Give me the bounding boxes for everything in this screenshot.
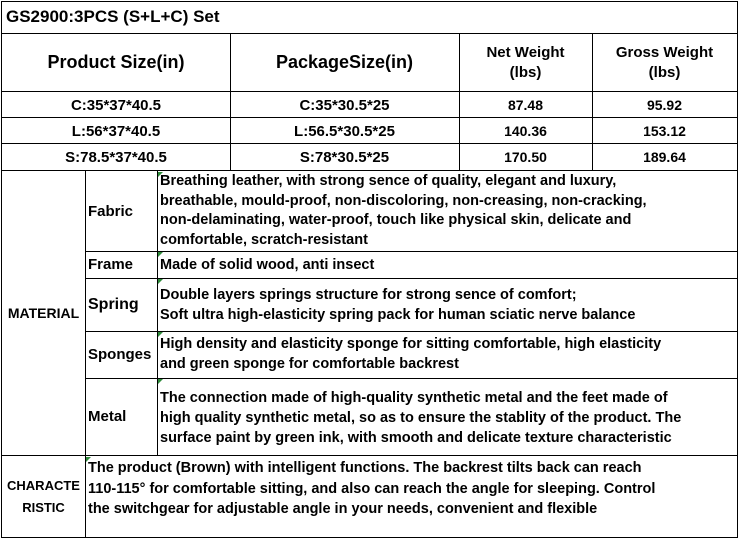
sponges-line-2: and green sponge for comfortable backrest	[160, 355, 459, 372]
cell-marker-characteristic	[86, 457, 91, 462]
row-l-gross: 153.12	[643, 123, 686, 139]
material-name-sponges: Sponges	[88, 346, 152, 363]
grid-line	[86, 278, 738, 279]
grid-line	[1, 455, 738, 456]
row-s-package: S:78*30.5*25	[299, 148, 390, 166]
grid-line	[157, 170, 158, 456]
cell-marker-sponges	[158, 332, 163, 337]
header-net-weight	[459, 34, 592, 91]
grid-line	[459, 33, 460, 171]
characteristic-label	[2, 456, 85, 538]
header-net-weight-line1: Net Weight	[486, 43, 565, 61]
spring-line-2: Soft ultra high-elasticity spring pack for human sciatic nerve balance	[160, 307, 636, 323]
material-label: MATERIAL	[7, 305, 80, 321]
metal-line-3: surface paint by green ink, with smooth and delicate texture characteristic	[160, 430, 672, 446]
grid-line	[1, 117, 738, 118]
header-gross-weight-line1: Gross Weight	[615, 43, 714, 61]
cell-marker-frame	[158, 252, 163, 257]
material-desc-metal	[160, 388, 737, 455]
grid-line	[86, 251, 738, 252]
row-l-product: L:56*37*40.5	[71, 122, 161, 140]
row-s-product: S:78.5*37*40.5	[65, 148, 167, 166]
header-net-weight-line2: (lbs)	[509, 63, 542, 81]
fabric-line-3: non-delaminating, water-proof, touch like physical skin, delicate and	[160, 212, 632, 228]
grid-line	[1, 1, 2, 538]
row-s-gross: 189.64	[643, 149, 686, 165]
characteristic-line-2: 110-115° for comfortable sitting, and also can reach the angle for sleeping. Control	[88, 480, 656, 497]
grid-line	[737, 1, 738, 538]
row-s-net: 170.50	[504, 149, 547, 165]
header-product-size: Product Size(in)	[47, 52, 185, 72]
characteristic-label-line1: CHARACTE	[7, 478, 80, 493]
frame-line-1: Made of solid wood, anti insect	[160, 256, 375, 273]
row-l-package: L:56.5*30.5*25	[294, 122, 395, 140]
grid-line	[1, 1, 738, 2]
grid-line	[1, 33, 738, 34]
material-desc-fabric	[160, 172, 737, 251]
grid-line	[592, 33, 593, 171]
characteristic-desc	[88, 458, 737, 536]
row-c-net: 87.48	[507, 97, 544, 113]
header-package-size: PackageSize(in)	[275, 52, 414, 72]
material-desc-sponges	[160, 335, 737, 378]
fabric-line-1: Breathing leather, with strong sence of quality, elegant and luxury,	[160, 173, 617, 189]
sponges-line-1: High density and elasticity sponge for sitting comfortable, high elasticity	[160, 336, 662, 352]
cell-marker-spring	[158, 279, 163, 284]
cell-marker-metal	[158, 379, 163, 384]
grid-line	[86, 378, 738, 379]
material-name-metal: Metal	[88, 408, 127, 425]
fabric-line-4: comfortable, scratch-resistant	[160, 231, 368, 248]
row-l-net: 140.36	[504, 123, 547, 139]
material-name-frame: Frame	[88, 256, 134, 273]
grid-line	[1, 143, 738, 144]
material-desc-spring	[160, 285, 737, 331]
sheet-title: GS2900:3PCS (S+L+C) Set	[6, 7, 220, 26]
grid-line	[1, 91, 738, 92]
grid-line	[85, 170, 86, 538]
row-c-package: C:35*30.5*25	[299, 96, 390, 114]
grid-line	[230, 33, 231, 171]
cell-marker-fabric	[158, 172, 163, 177]
characteristic-line-1: The product (Brown) with intelligent functions. The backrest tilts back can reach	[88, 460, 642, 476]
spring-line-1: Double layers springs structure for strong sence of comfort;	[160, 287, 577, 303]
characteristic-label-line2: RISTIC	[22, 500, 65, 515]
header-gross-weight-line2: (lbs)	[648, 63, 681, 81]
row-c-gross: 95.92	[646, 97, 683, 113]
grid-line	[1, 170, 738, 171]
characteristic-line-3: the switchgear for adjustable angle in your needs, convenient and flexible	[88, 501, 598, 517]
header-gross-weight	[592, 34, 737, 91]
fabric-line-2: breathable, mould-proof, non-discoloring, non-creasing, non-cracking,	[160, 192, 647, 209]
material-name-fabric: Fabric	[88, 202, 134, 220]
metal-line-1: The connection made of high-quality synthetic metal and the feet made of	[160, 390, 668, 406]
material-desc-frame	[160, 251, 737, 278]
row-c-product: C:35*37*40.5	[70, 96, 162, 114]
grid-line	[1, 537, 738, 538]
metal-line-2: high quality synthetic metal, so as to ensure the stablity of the product. The	[160, 410, 682, 426]
material-name-spring: Spring	[88, 295, 139, 313]
grid-line	[86, 331, 738, 332]
